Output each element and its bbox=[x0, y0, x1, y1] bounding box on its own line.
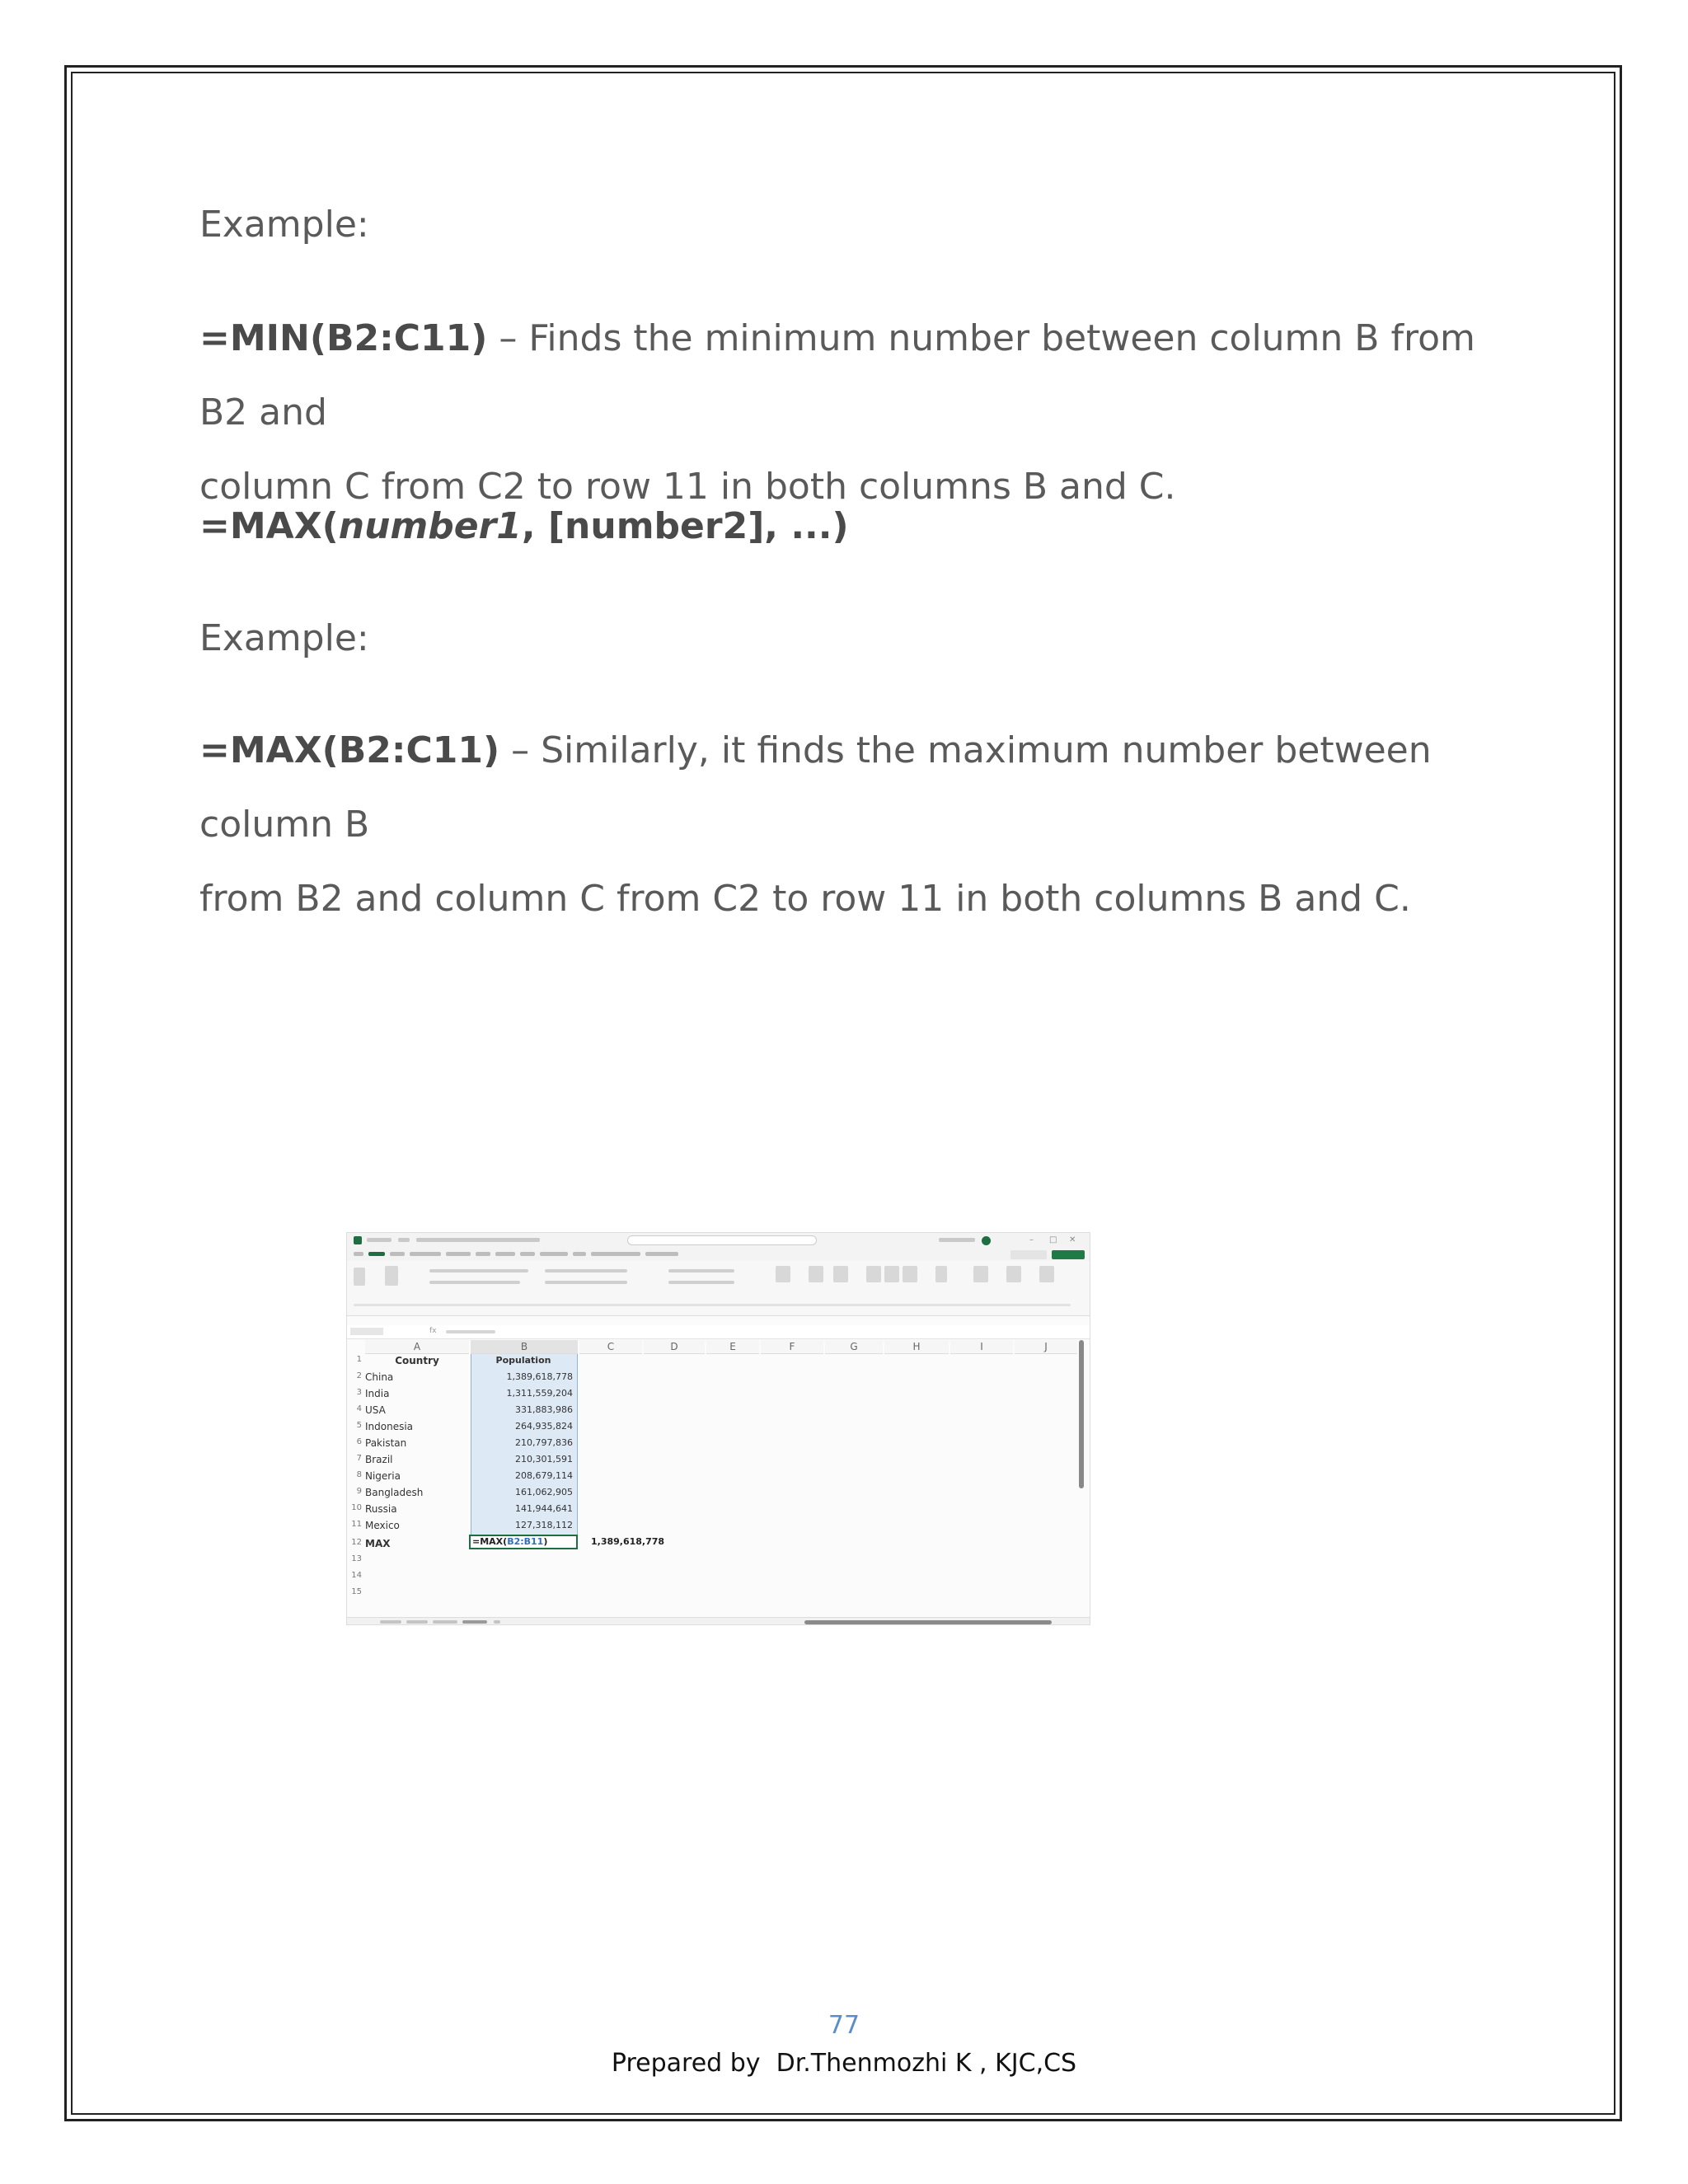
row-header[interactable]: 12 bbox=[351, 1538, 362, 1547]
tab-help[interactable] bbox=[573, 1252, 586, 1256]
min-description: =MIN(B2:C11) – Finds the minimum number between column B from B2 and column C from C2 to row 11 in both columns B and C. bbox=[199, 317, 1475, 508]
cell-result[interactable]: 1,389,618,778 bbox=[591, 1536, 665, 1547]
cell-population[interactable]: 161,062,905 bbox=[515, 1487, 573, 1497]
col-header-f[interactable]: F bbox=[761, 1340, 823, 1354]
cell-styles-icon[interactable] bbox=[833, 1266, 848, 1282]
autosave-toggle[interactable] bbox=[367, 1238, 392, 1242]
max-description: =MAX(B2:C11) – Similarly, it finds the maximum number between column B from B2 and column C from C2 to row 11 in both columns B and C. bbox=[199, 729, 1432, 920]
tab-review[interactable] bbox=[495, 1252, 515, 1256]
page-number: 77 bbox=[828, 2011, 860, 2040]
format-cells-icon[interactable] bbox=[903, 1266, 917, 1282]
tab-developer[interactable] bbox=[540, 1252, 568, 1256]
excel-screenshot bbox=[346, 1232, 1090, 1625]
header-country[interactable]: Country bbox=[395, 1355, 439, 1366]
sensitivity-icon[interactable] bbox=[1006, 1266, 1021, 1282]
cell-population[interactable]: 1,389,618,778 bbox=[506, 1371, 573, 1382]
cell-country[interactable]: China bbox=[365, 1371, 394, 1383]
row-header[interactable]: 6 bbox=[356, 1437, 362, 1446]
max-formula: =MAX(B2:C11) bbox=[199, 729, 500, 771]
sheet-tab[interactable] bbox=[433, 1620, 457, 1624]
footer-prepared-by: Prepared by Dr.Thenmozhi K , KJC,CS bbox=[611, 2049, 1077, 2078]
header-population[interactable]: Population bbox=[495, 1355, 551, 1366]
name-box[interactable] bbox=[350, 1328, 383, 1335]
example-label-1: Example: bbox=[199, 204, 369, 246]
search-input[interactable] bbox=[627, 1235, 817, 1245]
cell-country[interactable]: Brazil bbox=[365, 1454, 393, 1465]
ribbon-group-labels bbox=[354, 1304, 1071, 1306]
col-header-d[interactable]: D bbox=[644, 1340, 705, 1354]
cell-population[interactable]: 331,883,986 bbox=[515, 1404, 573, 1415]
avatar[interactable] bbox=[982, 1236, 991, 1245]
cell-country[interactable]: Mexico bbox=[365, 1520, 400, 1531]
cell-country[interactable]: Nigeria bbox=[365, 1470, 401, 1482]
row-header[interactable]: 11 bbox=[351, 1520, 362, 1529]
fx-icon[interactable]: fx bbox=[429, 1327, 437, 1335]
share-button[interactable] bbox=[1052, 1250, 1085, 1259]
analyze-data-icon[interactable] bbox=[1039, 1266, 1054, 1282]
delete-cells-icon[interactable] bbox=[884, 1266, 899, 1282]
undo-icon[interactable] bbox=[354, 1268, 365, 1286]
number-format-buttons[interactable] bbox=[668, 1281, 734, 1284]
tab-view[interactable] bbox=[520, 1252, 535, 1256]
row-header[interactable]: 7 bbox=[356, 1454, 362, 1463]
tab-file[interactable] bbox=[354, 1252, 363, 1256]
tab-formulas[interactable] bbox=[446, 1252, 471, 1256]
row-header[interactable]: 3 bbox=[356, 1388, 362, 1397]
max-syntax-arg: number1 bbox=[338, 505, 522, 547]
example-label-2: Example: bbox=[199, 617, 369, 659]
row-header[interactable]: 2 bbox=[356, 1371, 362, 1380]
cell-country[interactable]: India bbox=[365, 1388, 390, 1399]
row-header[interactable]: 10 bbox=[351, 1503, 362, 1512]
cell-population[interactable]: 210,797,836 bbox=[515, 1437, 573, 1448]
cell-population[interactable]: 141,944,641 bbox=[515, 1503, 573, 1514]
sheet-tab-active[interactable] bbox=[462, 1620, 487, 1624]
tab-extra[interactable] bbox=[645, 1252, 678, 1256]
excel-logo-icon bbox=[354, 1236, 362, 1244]
tab-data[interactable] bbox=[476, 1252, 490, 1256]
worksheet-grid bbox=[347, 1340, 1077, 1617]
vertical-scrollbar[interactable] bbox=[1079, 1340, 1084, 1488]
format-table-icon[interactable] bbox=[809, 1266, 823, 1282]
col-header-i[interactable]: I bbox=[950, 1340, 1013, 1354]
col-header-b[interactable]: B bbox=[471, 1340, 578, 1354]
formula-input[interactable] bbox=[446, 1330, 495, 1333]
col-header-g[interactable]: G bbox=[825, 1340, 883, 1354]
add-sheet-icon[interactable] bbox=[494, 1620, 500, 1624]
minimize-icon[interactable]: – bbox=[1029, 1235, 1034, 1244]
find-select-icon[interactable] bbox=[973, 1266, 988, 1282]
cell-country[interactable]: Indonesia bbox=[365, 1421, 414, 1432]
insert-cells-icon[interactable] bbox=[866, 1266, 881, 1282]
cell-population[interactable]: 1,311,559,204 bbox=[506, 1388, 573, 1399]
tab-page-layout[interactable] bbox=[410, 1252, 441, 1256]
ribbon-toolbar bbox=[347, 1261, 1090, 1316]
cell-population[interactable]: 208,679,114 bbox=[515, 1470, 573, 1481]
cell-country[interactable]: Pakistan bbox=[365, 1437, 407, 1449]
sheet-tabs-bar bbox=[347, 1617, 1090, 1625]
cell-country[interactable]: Bangladesh bbox=[365, 1487, 424, 1498]
sheet-tab[interactable] bbox=[406, 1620, 428, 1624]
min-formula: =MIN(B2:C11) bbox=[199, 317, 488, 359]
maximize-icon[interactable]: □ bbox=[1049, 1235, 1057, 1244]
conditional-format-icon[interactable] bbox=[776, 1266, 790, 1282]
cell-max-label[interactable]: MAX bbox=[365, 1538, 391, 1549]
cell-population[interactable]: 127,318,112 bbox=[515, 1520, 573, 1530]
number-format-select[interactable] bbox=[668, 1269, 734, 1272]
col-header-e[interactable]: E bbox=[706, 1340, 759, 1354]
formula-bar bbox=[347, 1325, 1090, 1339]
comments-button[interactable] bbox=[1010, 1250, 1047, 1259]
row-header[interactable]: 13 bbox=[351, 1554, 362, 1563]
tab-addin[interactable] bbox=[591, 1252, 640, 1256]
row-header[interactable]: 15 bbox=[351, 1587, 362, 1596]
ribbon-tabs bbox=[347, 1248, 1090, 1261]
cell-formula[interactable]: =MAX(B2:B11) bbox=[472, 1536, 548, 1547]
row-header[interactable]: 8 bbox=[356, 1470, 362, 1479]
cell-population[interactable]: 210,301,591 bbox=[515, 1454, 573, 1465]
row-header[interactable]: 5 bbox=[356, 1421, 362, 1430]
font-selector[interactable] bbox=[429, 1269, 528, 1272]
row-header[interactable]: 9 bbox=[356, 1487, 362, 1496]
autosum-icon[interactable] bbox=[935, 1266, 947, 1282]
cell-population[interactable]: 264,935,824 bbox=[515, 1421, 573, 1432]
row-header[interactable]: 14 bbox=[351, 1571, 362, 1580]
font-style-buttons[interactable] bbox=[429, 1281, 520, 1284]
user-name bbox=[939, 1238, 975, 1242]
tab-home[interactable] bbox=[368, 1252, 385, 1256]
alignment-buttons-row2[interactable] bbox=[545, 1281, 627, 1284]
save-icon[interactable] bbox=[398, 1238, 410, 1242]
cell-country[interactable]: Russia bbox=[365, 1503, 397, 1515]
file-name bbox=[416, 1238, 540, 1242]
title-bar bbox=[347, 1233, 1090, 1248]
col-header-a[interactable]: A bbox=[365, 1340, 469, 1354]
col-header-j[interactable]: J bbox=[1015, 1340, 1077, 1354]
col-header-c[interactable]: C bbox=[579, 1340, 642, 1354]
formula-range-ref: B2:B11 bbox=[507, 1536, 544, 1547]
alignment-buttons[interactable] bbox=[545, 1269, 627, 1272]
col-header-h[interactable]: H bbox=[884, 1340, 949, 1354]
close-icon[interactable]: ✕ bbox=[1069, 1235, 1076, 1244]
sheet-tab[interactable] bbox=[380, 1620, 401, 1624]
horizontal-scrollbar[interactable] bbox=[804, 1620, 1052, 1624]
max-syntax: =MAX(number1, [number2], ...) bbox=[199, 505, 849, 547]
cell-country[interactable]: USA bbox=[365, 1404, 386, 1416]
paste-icon[interactable] bbox=[385, 1266, 398, 1286]
tab-insert[interactable] bbox=[390, 1252, 405, 1256]
row-header[interactable]: 4 bbox=[356, 1404, 362, 1413]
row-header[interactable]: 1 bbox=[356, 1355, 362, 1364]
